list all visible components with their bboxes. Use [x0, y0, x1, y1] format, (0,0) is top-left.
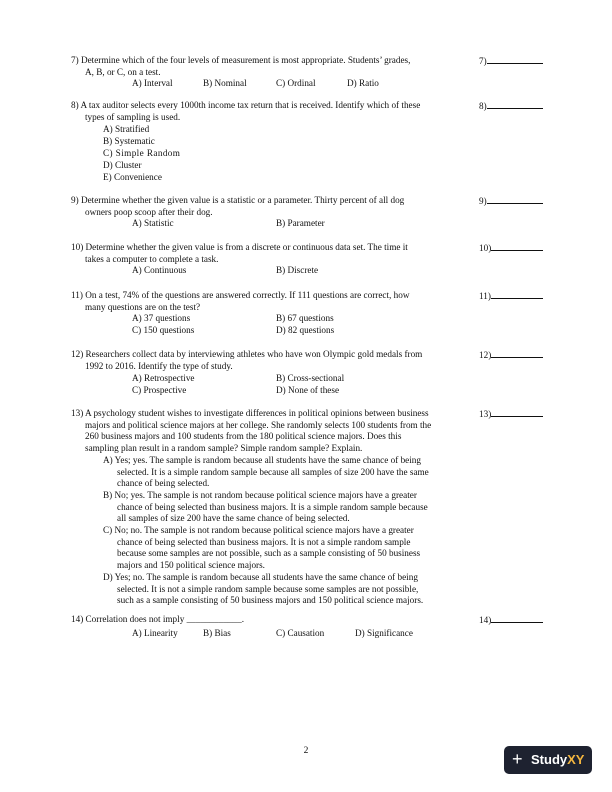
answer-blank-8: 8): [479, 100, 543, 113]
option-line: B) No; yes. The sample is not random because political science majors have a greater: [103, 490, 417, 500]
question-text: [71, 100, 471, 123]
option-c: C) Simple Random: [103, 148, 181, 158]
option-line: selected. It is not a simple random sample because some samples are not possible,: [117, 583, 419, 594]
answer-blank-13: 13): [479, 408, 543, 421]
question-line: A, B, or C, on a test.: [85, 66, 161, 77]
question-line: 1992 to 2016. Identify the type of study.: [85, 360, 233, 371]
option-b: B) Parameter: [276, 218, 325, 228]
question-line: 8) A tax auditor selects every 1000th income tax return that is received. Identify which of these: [71, 100, 421, 110]
option-b: B) Cross-sectional: [276, 373, 345, 383]
question-line: many questions are on the test?: [85, 301, 201, 312]
brand-name-suffix: XY: [567, 752, 585, 767]
brand-name: [531, 752, 584, 767]
option-d: D) None of these: [276, 385, 340, 395]
question-text: [71, 290, 471, 313]
question-line: 7) Determine which of the four levels of measurement is most appropriate. Students’ grades,: [71, 55, 411, 65]
option-d: D) Significance: [355, 628, 413, 638]
option-line: such as a sample consisting of 50 business majors and 150 political science majors.: [117, 595, 424, 606]
answer-blank-11: 11): [479, 290, 543, 303]
option-line: C) No; no. The sample is not random because political science majors have a greater: [103, 525, 414, 535]
answer-blank-9: 9): [479, 195, 543, 208]
question-text: [71, 242, 471, 265]
option-c: C) Prospective: [132, 385, 187, 395]
question-text: [71, 55, 471, 78]
option-line: majors and 150 political science majors.: [117, 559, 265, 570]
question-line: owners poop scoop after their dog.: [85, 206, 213, 217]
question-line: 13) A psychology student wishes to investigate differences in political opinions between business: [71, 408, 429, 418]
answer-blank-10: 10): [479, 242, 543, 255]
question-text: [71, 195, 471, 218]
page-number: 2: [303, 746, 309, 756]
question-line: 9) Determine whether the given value is a statistic or a parameter. Thirty percent of all dog: [71, 195, 405, 205]
option-c: C) 150 questions: [132, 325, 195, 335]
answer-blank-7: 7): [479, 55, 543, 68]
question-text: [71, 614, 471, 626]
option-line: A) Yes; yes. The sample is random because all students have the same chance of being: [103, 455, 421, 465]
option-line: chance of being selected than business majors. It is a simple random sample because: [117, 501, 428, 512]
option-b: B) Nominal: [203, 78, 247, 88]
option-b: B) Bias: [203, 628, 231, 638]
question-line: majors and political science majors at her college. She randomly selects 100 students from the: [85, 419, 432, 430]
option-a: A) Retrospective: [132, 373, 195, 383]
answer-blank-14: 14): [479, 614, 543, 627]
option-line: chance of being selected than business majors. It is not a simple random sample: [117, 536, 411, 547]
question-line: 11) On a test, 74% of the questions are answered correctly. If 111 questions are correct, how: [71, 290, 410, 300]
question-line: 14) Correlation does not imply ____________.: [71, 614, 245, 624]
question-line: 10) Determine whether the given value is from a discrete or continuous data set. The time it: [71, 242, 408, 252]
option-line: selected. It is a simple random sample because all samples of size 200 have the same: [117, 466, 429, 477]
question-text: [71, 408, 481, 454]
studyxy-badge[interactable]: [504, 746, 592, 774]
option-line: chance of being selected.: [117, 478, 210, 489]
option-a: A) Statistic: [132, 218, 174, 228]
option-a: A) Stratified: [103, 124, 150, 134]
option-e: E) Convenience: [103, 172, 162, 182]
option-d: [103, 572, 423, 607]
question-line: types of sampling is used.: [85, 111, 181, 122]
option-b: B) Systematic: [103, 136, 155, 146]
option-d: D) Ratio: [347, 78, 379, 88]
option-a: A) 37 questions: [132, 313, 191, 323]
question-line: 260 business majors and 100 students from the 180 political science majors. Does this: [85, 431, 402, 442]
brand-name-main: Study: [531, 752, 568, 767]
plus-icon: +: [512, 749, 523, 769]
option-b: B) 67 questions: [276, 313, 334, 323]
option-c: C) Ordinal: [276, 78, 316, 88]
question-text: [71, 349, 471, 372]
option-line: because some samples are not possible, such as a sample consisting of 50 business: [117, 548, 421, 559]
option-c: [103, 525, 420, 571]
option-a: A) Linearity: [132, 628, 178, 638]
option-a: A) Interval: [132, 78, 173, 88]
question-line: takes a computer to complete a task.: [85, 253, 219, 264]
option-line: all samples of size 200 have the same chance of being selected.: [117, 513, 350, 524]
option-c: C) Causation: [276, 628, 325, 638]
option-b: B) Discrete: [276, 265, 319, 275]
question-line: sampling plan result in a random sample? Simple random sample? Explain.: [85, 442, 363, 453]
option-line: D) Yes; no. The sample is random because all students have the same chance of being: [103, 572, 418, 582]
option-d: D) Cluster: [103, 160, 142, 170]
answer-blank-12: 12): [479, 349, 543, 362]
option-a: A) Continuous: [132, 265, 187, 275]
question-line: 12) Researchers collect data by interviewing athletes who have won Olympic gold medals from: [71, 349, 423, 359]
option-a: [103, 455, 429, 490]
option-b: [103, 490, 428, 525]
option-d: D) 82 questions: [276, 325, 335, 335]
